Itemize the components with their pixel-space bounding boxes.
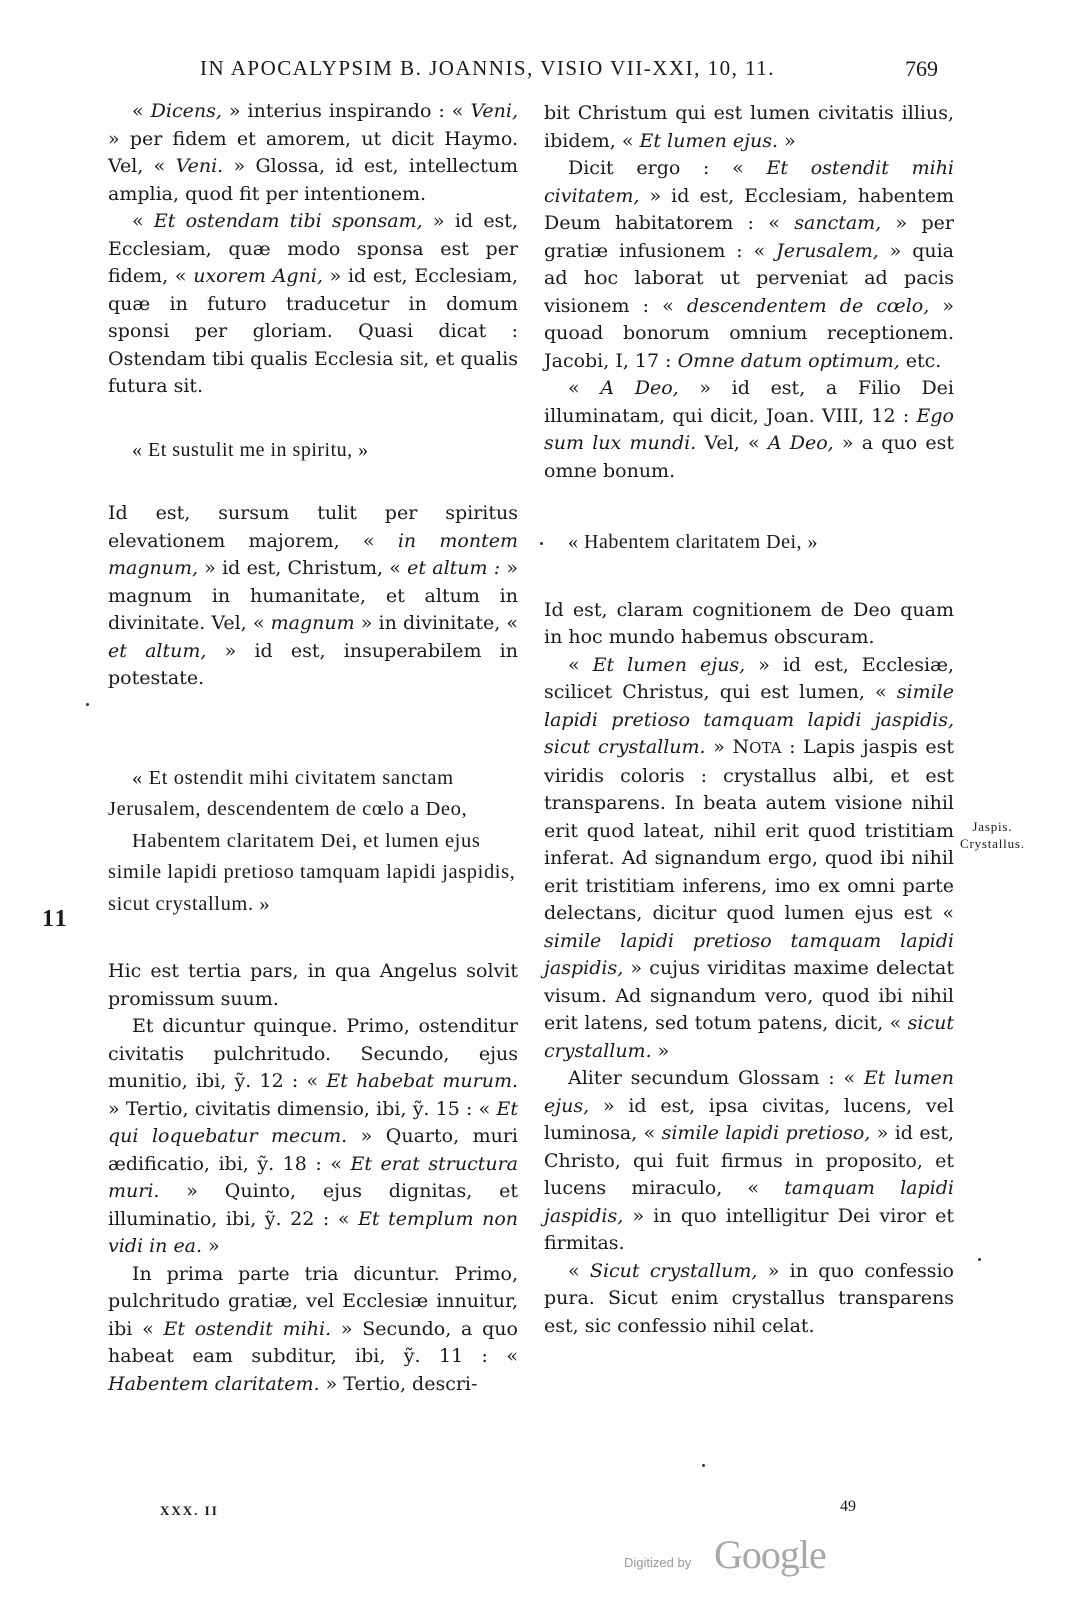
page-number: 769: [905, 56, 938, 81]
commentary-paragraph: Id est, sursum tulit per spiritus elevationem majorem, « in montem magnum, » id est, Christum, « et altum : » magnum in humanitate, et altum in divinitate. Vel, « magnum » in divinitate, « et altum, » id est, insuperabilem in potestate.: [108, 502, 519, 689]
commentary-paragraph: Id est, claram cognitionem de Deo quam in hoc mundo habemus obscuram.: [544, 598, 954, 648]
margin-note-crystallus: Crystallus.: [960, 836, 1025, 851]
google-logo: Google: [714, 1532, 826, 1577]
commentary-paragraph: Dicit ergo : « Et ostendit mihi civitatem, » id est, Ecclesiam, habentem Deum habitatorem : « sanctam, » per gratiæ infusionem : « Jerusalem, » quia ad hoc laborat ut perveniat ad pacis visionem : « descendentem de cœlo, » quoad bonorum omnium receptionem. Jacobi, I, 17 : Omne datum optimum, etc.: [544, 157, 955, 372]
verse-number: 11: [42, 906, 69, 932]
signature-mark: XXX. II: [160, 1503, 219, 1518]
print-speck: [978, 1258, 981, 1261]
commentary-paragraph: Et dicuntur quinque. Primo, ostenditur civitatis pulchritudo. Secundo, ejus munitio, ibi, ỹ. 12 : « Et habebat murum. » Tertio, civitatis dimensio, ibi, ỹ. 15 : « Et qui loquebatur mecum. » Quarto, muri ædificatio, ibi, ỹ. 18 : « Et erat structura muri. » Quinto, ejus dignitas, et illuminatio, ibi, ỹ. 22 : « Et templum non vidi in ea. »: [108, 1015, 519, 1257]
margin-note-jaspis: Jaspis.: [972, 819, 1013, 834]
lemma-heading: « Habentem claritatem Dei, »: [568, 531, 819, 553]
verse-line: Habentem claritatem Dei, et lumen ejus simile lapidi pretioso tamquam lapidi jaspidis, sicut crystallum. »: [108, 829, 516, 915]
left-column: [108, 98, 518, 1398]
commentary-paragraph: « Et ostendam tibi sponsam, » id est, Ecclesiam, quæ modo sponsa est per fidem, « uxorem Agni, » id est, Ecclesiam, quæ in futuro traducetur in domum sponsi per gloriam. Quasi dicat : Ostendam tibi qualis Ecclesia sit, et qualis futura sit.: [108, 210, 519, 397]
print-speck: [540, 542, 543, 545]
running-title: IN APOCALYPSIM B. JOANNIS, VISIO VII-XXI, 10, 11.: [200, 56, 776, 80]
commentary-paragraph: « Sicut crystallum, » in quo confessio pura. Sicut enim crystallus transparens est, sic confessio nihil celat.: [544, 1259, 954, 1337]
commentary-paragraph: « A Deo, » id est, a Filio Dei illuminatam, qui dicit, Joan. VIII, 12 : Ego sum lux mundi. Vel, « A Deo, » a quo est omne bonum.: [544, 377, 954, 482]
commentary-paragraph: In prima parte tria dicuntur. Primo, pulchritudo gratiæ, vel Ecclesiæ innuitur, ibi « Et ostendit mihi. » Secundo, a quo habeat eam subditur, ibi, ỹ. 11 : « Habentem claritatem. » Tertio, descri-: [108, 1262, 518, 1395]
margin-note: [960, 818, 1025, 852]
lemma-heading: « Et sustulit me in spiritu, »: [132, 438, 369, 461]
commentary-paragraph: « Et lumen ejus, » id est, Ecclesiæ, scilicet Christus, qui est lumen, « simile lapidi pretioso tamquam lapidi jaspidis, sicut crystallum. » NOTA : Lapis jaspis est viridis coloris : crystallus albi, et est transparens. In beata autem visione nihil erit quod lateat, nihil erit quod tristitiam inferat. Ad signandum ergo, quod ibi nihil erit tristitiam inferens, imo ex omni parte delectans, dicitur quod lumen ejus est « simile lapidi pretioso tamquam lapidi jaspidis, » cujus viriditas maxime delectat visum. Ad signandum vero, quod ibi nihil erit latens, sed totum patens, dicit, « sicut crystallum. »: [544, 653, 955, 1062]
commentary-paragraph: bit Christum qui est lumen civitatis illius, ibidem, « Et lumen ejus. »: [544, 102, 954, 152]
running-header: [0, 56, 1071, 92]
print-speck: [702, 1464, 705, 1467]
right-column: [544, 100, 954, 1340]
commentary-paragraph: « Dicens, » interius inspirando : « Veni, » per fidem et amorem, ut dicit Haymo. Vel, « Veni. » Glossa, id est, intellectum amplia, quod fit per intentionem.: [108, 100, 519, 205]
commentary-paragraph: Hic est tertia pars, in qua Angelus solvit promissum suum.: [108, 960, 518, 1010]
commentary-paragraph: Aliter secundum Glossam : « Et lumen ejus, » id est, ipsa civitas, lucens, vel luminosa, « simile lapidi pretioso, » id est, Christo, qui fuit firmus in proposito, et lucens miraculo, « tamquam lapidi jaspidis, » in quo intelligitur Dei viror et firmitas.: [544, 1067, 954, 1254]
print-speck: [86, 703, 89, 706]
scripture-verse: [108, 763, 518, 921]
watermark-prefix: Digitized by: [624, 1555, 692, 1570]
sheet-number: 49: [840, 1498, 856, 1515]
verse-line: « Et ostendit mihi civitatem sanctam Jerusalem, descendentem de cœlo a Deo,: [108, 766, 468, 820]
